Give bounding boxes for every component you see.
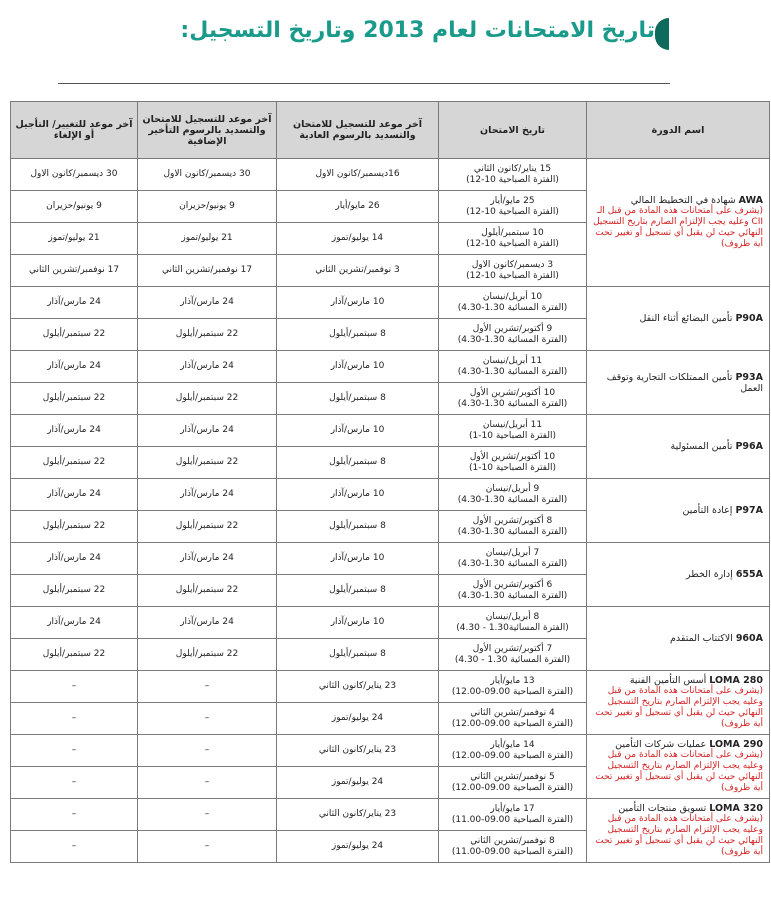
exam-date: 13 مايو/أيار xyxy=(490,675,535,686)
late-deadline: 24 مارس/آذار xyxy=(138,415,277,447)
exam-date-cell xyxy=(439,447,587,479)
exam-period: (الفترة الصباحية 10-12) xyxy=(466,270,559,281)
regular-deadline: 10 مارس/آذار xyxy=(277,351,439,383)
course-note: (يشرف على أمتحانات هذه المادة من قبل وعليه يجب الإلتزام الصارم بتاريخ التسجيل النهائي حيث لن يقبل أي تسجيل أو تغيير تحت أية ظروف) xyxy=(595,686,763,729)
exam-date: 10 أكتوبر/تشرين الأول xyxy=(469,451,556,462)
page-header xyxy=(0,14,771,56)
course-cell xyxy=(587,671,770,735)
regular-deadline: 8 سبتمبر/أيلول xyxy=(277,383,439,415)
change-deadline: – xyxy=(11,767,138,799)
exam-date: 10 أكتوبر/تشرين الأول xyxy=(469,387,556,398)
late-deadline: – xyxy=(138,799,277,831)
course-code: P90A xyxy=(735,313,763,324)
course-note: (يشرف على أمتحانات هذه المادة من قبل الـ CII وعليه يجب الإلتزام الصارم بتاريخ التسجيل النهائي حيث لن يقبل أي تسجيل أو تغيير تحت أية ظروف) xyxy=(593,206,763,249)
change-deadline: 24 مارس/آذار xyxy=(11,351,138,383)
table-row xyxy=(11,287,770,319)
exam-period: (الفترة الصباحية 09.00-12.00) xyxy=(451,750,574,761)
regular-deadline: 8 سبتمبر/أيلول xyxy=(277,447,439,479)
regular-deadline: 10 مارس/آذار xyxy=(277,607,439,639)
late-deadline: 17 نوفمبر/تشرين الثاني xyxy=(138,255,277,287)
exam-date: 8 أكتوبر/تشرين الأول xyxy=(472,515,553,526)
course-code: LOMA 290 xyxy=(709,739,763,750)
exam-date: 8 أبريل/نيسان xyxy=(485,611,540,622)
course-name: تأمين الممتلكات التجارية وتوقف العمل xyxy=(606,371,763,394)
exam-period: (الفترة المسائية 1.30-4.30) xyxy=(457,590,568,601)
regular-deadline: 23 يناير/كانون الثاني xyxy=(277,799,439,831)
course-cell xyxy=(587,479,770,543)
exam-date-cell xyxy=(439,191,587,223)
exam-date: 3 ديسمبر/كانون الاول xyxy=(471,259,554,270)
change-deadline: 22 سبتمبر/أيلول xyxy=(11,383,138,415)
exam-date: 9 أكتوبر/تشرين الأول xyxy=(472,323,553,334)
course-name: تأمين البضائع أثناء النقل xyxy=(639,313,733,324)
late-deadline: 22 سبتمبر/أيلول xyxy=(138,575,277,607)
late-deadline: 22 سبتمبر/أيلول xyxy=(138,511,277,543)
course-cell xyxy=(587,799,770,863)
exam-period: (الفترة المسائية 1.30-4.30) xyxy=(457,526,568,537)
table-row xyxy=(11,479,770,511)
exam-date: 9 أبريل/نيسان xyxy=(485,483,540,494)
exam-date-cell xyxy=(439,479,587,511)
table-row xyxy=(11,159,770,191)
regular-deadline: 10 مارس/آذار xyxy=(277,479,439,511)
table-row xyxy=(11,543,770,575)
late-deadline: – xyxy=(138,767,277,799)
course-note: (يشرف على أمتحانات هذه المادة من قبل وعليه يجب الإلتزام الصارم بتاريخ التسجيل النهائي حيث لن يقبل أي تسجيل أو تغيير تحت أية ظروف) xyxy=(595,750,763,793)
exam-date: 11 أبريل/نيسان xyxy=(482,419,543,430)
exam-date: 6 أكتوبر/تشرين الأول xyxy=(472,579,553,590)
header-late-deadline: آخر موعد للتسجيل للامتحان والتسديد بالرسوم التأخير الإضافية xyxy=(138,102,277,159)
change-deadline: – xyxy=(11,671,138,703)
course-name: تأمين المسئولية xyxy=(670,441,733,452)
header-accent-shape xyxy=(655,18,669,50)
header-change-deadline: آخر موعد للتغيير/ التأجيل أو الإلغاء xyxy=(11,102,138,159)
course-note: (يشرف على أمتحانات هذه المادة من قبل وعليه يجب الإلتزام الصارم بتاريخ التسجيل النهائي حيث لن يقبل أي تسجيل أو تغيير تحت أية ظروف) xyxy=(595,814,763,857)
course-code: LOMA 320 xyxy=(709,803,763,814)
change-deadline: – xyxy=(11,735,138,767)
change-deadline: 22 سبتمبر/أيلول xyxy=(11,639,138,671)
exam-date: 5 نوفمبر/تشرين الثاني xyxy=(470,771,555,782)
course-cell xyxy=(587,415,770,479)
exam-date: 7 أكتوبر/تشرين الأول xyxy=(472,643,553,654)
exam-date-cell xyxy=(439,255,587,287)
course-code: LOMA 280 xyxy=(709,675,763,686)
exam-date: 10 سبتمبر/أيلول xyxy=(481,227,544,238)
change-deadline: 24 مارس/آذار xyxy=(11,415,138,447)
change-deadline: 22 سبتمبر/أيلول xyxy=(11,319,138,351)
table-row xyxy=(11,415,770,447)
exam-date: 4 نوفمبر/تشرين الثاني xyxy=(470,707,555,718)
exam-period: (الفترة الصباحية 10-12) xyxy=(466,238,559,249)
regular-deadline: 24 يوليو/تموز xyxy=(277,703,439,735)
late-deadline: 22 سبتمبر/أيلول xyxy=(138,319,277,351)
divider xyxy=(58,83,670,84)
late-deadline: 24 مارس/آذار xyxy=(138,351,277,383)
exam-date-cell xyxy=(439,703,587,735)
course-cell xyxy=(587,607,770,671)
change-deadline: – xyxy=(11,799,138,831)
course-code: 960A xyxy=(735,633,763,644)
change-deadline: 9 يونيو/حزيران xyxy=(11,191,138,223)
regular-deadline: 8 سبتمبر/أيلول xyxy=(277,639,439,671)
table-row xyxy=(11,351,770,383)
regular-deadline: 8 سبتمبر/أيلول xyxy=(277,319,439,351)
course-code: 655A xyxy=(735,569,763,580)
exam-date-cell xyxy=(439,351,587,383)
exam-period: (الفترة المسائية 1.30-4.30) xyxy=(457,334,568,345)
change-deadline: 24 مارس/آذار xyxy=(11,287,138,319)
exam-period: (الفترة الصباحية 09.00-12.00) xyxy=(451,782,574,793)
late-deadline: – xyxy=(138,671,277,703)
late-deadline: 24 مارس/آذار xyxy=(138,607,277,639)
change-deadline: 22 سبتمبر/أيلول xyxy=(11,575,138,607)
exam-period: (الفترة المسائية 1.30-4.30) xyxy=(457,558,568,569)
exam-period: (الفترة الصباحية 09.00-12.00) xyxy=(451,718,574,729)
page-title: تاريخ الامتحانات لعام 2013 وتاريخ التسجيل: xyxy=(180,18,655,43)
late-deadline: 22 سبتمبر/أيلول xyxy=(138,383,277,415)
course-name: شهادة في التخطيط المالي xyxy=(630,195,736,206)
late-deadline: – xyxy=(138,703,277,735)
late-deadline: 24 مارس/آذار xyxy=(138,479,277,511)
late-deadline: 24 مارس/آذار xyxy=(138,543,277,575)
course-name: عمليات شركات التأمين xyxy=(615,739,707,750)
course-code: AWA xyxy=(738,195,763,206)
change-deadline: 21 يوليو/تموز xyxy=(11,223,138,255)
exam-date-cell xyxy=(439,159,587,191)
change-deadline: 24 مارس/آذار xyxy=(11,607,138,639)
course-name: أسس التأمين الفنية xyxy=(629,675,707,686)
regular-deadline: 24 يوليو/تموز xyxy=(277,831,439,863)
exam-date-cell xyxy=(439,575,587,607)
exam-date: 15 يناير/كانون الثاني xyxy=(473,163,552,174)
course-name: إدارة الخطر xyxy=(685,569,733,580)
regular-deadline: 10 مارس/آذار xyxy=(277,287,439,319)
regular-deadline: 10 مارس/آذار xyxy=(277,415,439,447)
exam-date: 17 مايو/أيار xyxy=(490,803,535,814)
table-body xyxy=(11,159,770,863)
change-deadline: – xyxy=(11,703,138,735)
exam-date-cell xyxy=(439,799,587,831)
exam-date-cell xyxy=(439,831,587,863)
exam-date: 11 أبريل/نيسان xyxy=(482,355,543,366)
change-deadline: 30 ديسمبر/كانون الاول xyxy=(11,159,138,191)
exam-period: (الفترة المسائية 1.30-4.30) xyxy=(457,494,568,505)
exam-date-cell xyxy=(439,543,587,575)
exam-date: 25 مايو/أيار xyxy=(490,195,535,206)
exam-period: (الفترة الصباحية 09.00-11.00) xyxy=(451,814,574,825)
exam-period: (الفترة الصباحية 09.00-11.00) xyxy=(451,846,574,857)
exam-date-cell xyxy=(439,287,587,319)
course-cell xyxy=(587,351,770,415)
exam-schedule-table xyxy=(10,101,770,863)
exam-date-cell xyxy=(439,511,587,543)
late-deadline: 30 ديسمبر/كانون الاول xyxy=(138,159,277,191)
regular-deadline: 10 مارس/آذار xyxy=(277,543,439,575)
exam-date-cell xyxy=(439,639,587,671)
course-cell xyxy=(587,735,770,799)
course-code: P97A xyxy=(735,505,763,516)
exam-date: 8 نوفمبر/تشرين الثاني xyxy=(470,835,555,846)
course-name: الاكتتاب المتقدم xyxy=(670,633,733,644)
exam-period: (الفترة الصباحية 09.00-12.00) xyxy=(451,686,574,697)
header-course-name: اسم الدورة xyxy=(587,102,770,159)
table-row xyxy=(11,735,770,767)
change-deadline: 17 نوفمبر/تشرين الثاني xyxy=(11,255,138,287)
course-name: إعادة التأمين xyxy=(682,505,733,516)
late-deadline: 22 سبتمبر/أيلول xyxy=(138,639,277,671)
regular-deadline: 23 يناير/كانون الثاني xyxy=(277,735,439,767)
exam-period: (الفترة المسائية 1.30-4.30) xyxy=(457,398,568,409)
exam-period: (الفترة الصباحية 10-1) xyxy=(469,430,556,441)
exam-period: (الفترة المسائية 1.30-4.30) xyxy=(457,302,568,313)
regular-deadline: 24 يوليو/تموز xyxy=(277,767,439,799)
regular-deadline: 26 مايو/أيار xyxy=(277,191,439,223)
late-deadline: 9 يونيو/حزيران xyxy=(138,191,277,223)
late-deadline: – xyxy=(138,831,277,863)
course-cell xyxy=(587,287,770,351)
exam-date-cell xyxy=(439,383,587,415)
change-deadline: 24 مارس/آذار xyxy=(11,479,138,511)
exam-period: (الفترة المسائية1.30 - 4.30) xyxy=(456,622,569,633)
exam-date-cell xyxy=(439,735,587,767)
course-name: تسويق منتجات التأمين xyxy=(618,803,707,814)
table-row xyxy=(11,671,770,703)
late-deadline: 21 يوليو/تموز xyxy=(138,223,277,255)
exam-period: (الفترة الصباحية 10-12) xyxy=(466,206,559,217)
course-cell xyxy=(587,543,770,607)
change-deadline: 22 سبتمبر/أيلول xyxy=(11,447,138,479)
regular-deadline: 8 سبتمبر/أيلول xyxy=(277,511,439,543)
table-row xyxy=(11,607,770,639)
exam-date-cell xyxy=(439,223,587,255)
change-deadline: – xyxy=(11,831,138,863)
regular-deadline: 8 سبتمبر/أيلول xyxy=(277,575,439,607)
table-row xyxy=(11,799,770,831)
change-deadline: 22 سبتمبر/أيلول xyxy=(11,511,138,543)
exam-date-cell xyxy=(439,671,587,703)
exam-period: (الفترة الصباحية 10-1) xyxy=(469,462,556,473)
exam-date: 7 أبريل/نيسان xyxy=(485,547,540,558)
exam-period: (الفترة المسائية 1.30-4.30) xyxy=(457,366,568,377)
regular-deadline: 16ديسمبر/كانون الاول xyxy=(277,159,439,191)
regular-deadline: 23 يناير/كانون الثاني xyxy=(277,671,439,703)
regular-deadline: 14 يوليو/تموز xyxy=(277,223,439,255)
exam-date-cell xyxy=(439,415,587,447)
exam-period: (الفترة المسائية 1.30 - 4.30) xyxy=(454,654,571,665)
course-code: P96A xyxy=(735,441,763,452)
course-cell xyxy=(587,159,770,287)
exam-date: 10 أبريل/نيسان xyxy=(482,291,543,302)
late-deadline: 22 سبتمبر/أيلول xyxy=(138,447,277,479)
exam-date-cell xyxy=(439,607,587,639)
table-header-row xyxy=(11,102,770,159)
late-deadline: – xyxy=(138,735,277,767)
exam-date-cell xyxy=(439,767,587,799)
late-deadline: 24 مارس/آذار xyxy=(138,287,277,319)
regular-deadline: 3 نوفمبر/تشرين الثاني xyxy=(277,255,439,287)
header-regular-deadline: آخر موعد للتسجيل للامتحان والتسديد بالرسوم العادية xyxy=(277,102,439,159)
exam-date: 14 مايو/أيار xyxy=(490,739,535,750)
header-exam-date: تاريخ الامتحان xyxy=(439,102,587,159)
exam-period: (الفترة الصباحية 10-12) xyxy=(466,174,559,185)
change-deadline: 24 مارس/آذار xyxy=(11,543,138,575)
exam-date-cell xyxy=(439,319,587,351)
course-code: P93A xyxy=(735,371,763,383)
